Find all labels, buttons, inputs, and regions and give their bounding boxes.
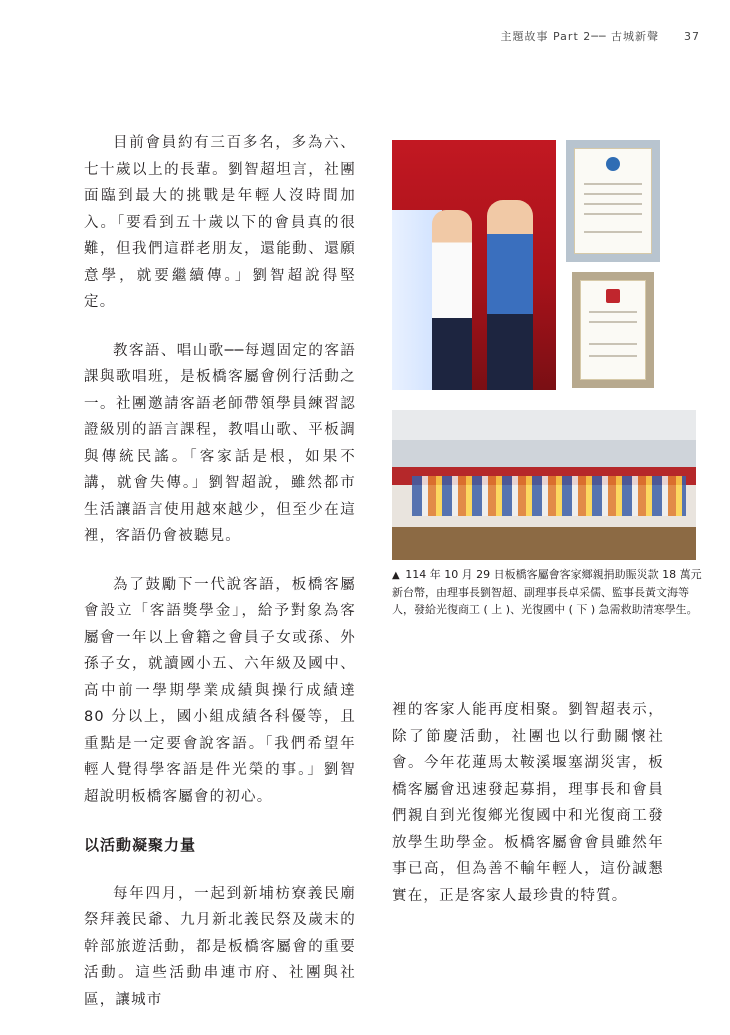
paragraph: 目前會員約有三百多名，多為六、七十歲以上的長輩。劉智超坦言，社團面臨到最大的挑戰是年輕人沒時間加入。「要看到五十歲以下的會員真的很難，但我們這群老朋友，還能動、還願意學，就要繼續傳。」劉智超說得堅定。	[84, 135, 356, 310]
caption-text: 114 年 10 月 29 日板橋客屬會客家鄉親捐助賑災款 18 萬元新台幣，由理事長劉智超、副理事長卓采儒、監事長黃文海等人，發給光復商工 ( 上 )、光復國中 ( 下 ) 急需救助清寒學生。	[392, 568, 702, 616]
paragraph: 每年四月，一起到新埔枋寮義民廟祭拜義民爺、九月新北義民祭及歲末的幹部旅遊活動，都是板橋客屬會的重要活動。這些活動串連市府、社團與社區，讓城市	[84, 885, 356, 1008]
section-heading: 以活動凝聚力量	[84, 836, 197, 854]
award-ceremony-photo	[392, 140, 556, 390]
caption-marker-icon: ▲	[392, 570, 400, 581]
paragraph: 教客語、唱山歌──每週固定的客語課與歌唱班，是板橋客屬會例行活動之一。社團邀請客語老師帶領學員練習認證級別的語言課程，教唱山歌、平板調與傳統民謠。「客家話是根，如果不講，就會失傳。」劉智超說，雖然都市生活讓語言使用越來越少，但至少在這裡，客語仍會被聽見。	[84, 342, 356, 544]
paragraph: 裡的客家人能再度相聚。劉智超表示，除了節慶活動，社團也以行動關懷社會。今年花蓮馬太鞍溪堰塞湖災害，板橋客屬會迅速發起募捐，理事長和會員們親自到光復鄉光復國中和光復商工發放學生助學金。板橋客屬會會員雖然年事已高，但為善不輸年輕人，這份誠懇實在，正是客家人最珍貴的特質。	[392, 702, 664, 904]
certificate-photo-top	[566, 140, 660, 262]
photo-caption	[392, 566, 702, 618]
page-number: 37	[684, 30, 700, 43]
running-header	[501, 28, 700, 44]
left-column	[84, 130, 356, 1035]
paragraph: 為了鼓勵下一代說客語，板橋客屬會設立「客語獎學金」，給予對象為客屬會一年以上會籍之會員子女或孫、外孫子女，就讀國小五、六年級及國中、高中前一學期學業成績與操行成績達 80 分以上，國小組成績各科優等，且重點是一定要會說客語。「我們希望年輕人覺得學客語是件光榮的事。」劉智超說明板橋客屬會的初心。	[84, 576, 356, 805]
right-column	[392, 697, 664, 931]
section-title: 主題故事 Part 2── 古城新聲	[500, 30, 659, 43]
certificate-photo-bottom	[572, 272, 654, 388]
group-photo	[392, 410, 696, 560]
